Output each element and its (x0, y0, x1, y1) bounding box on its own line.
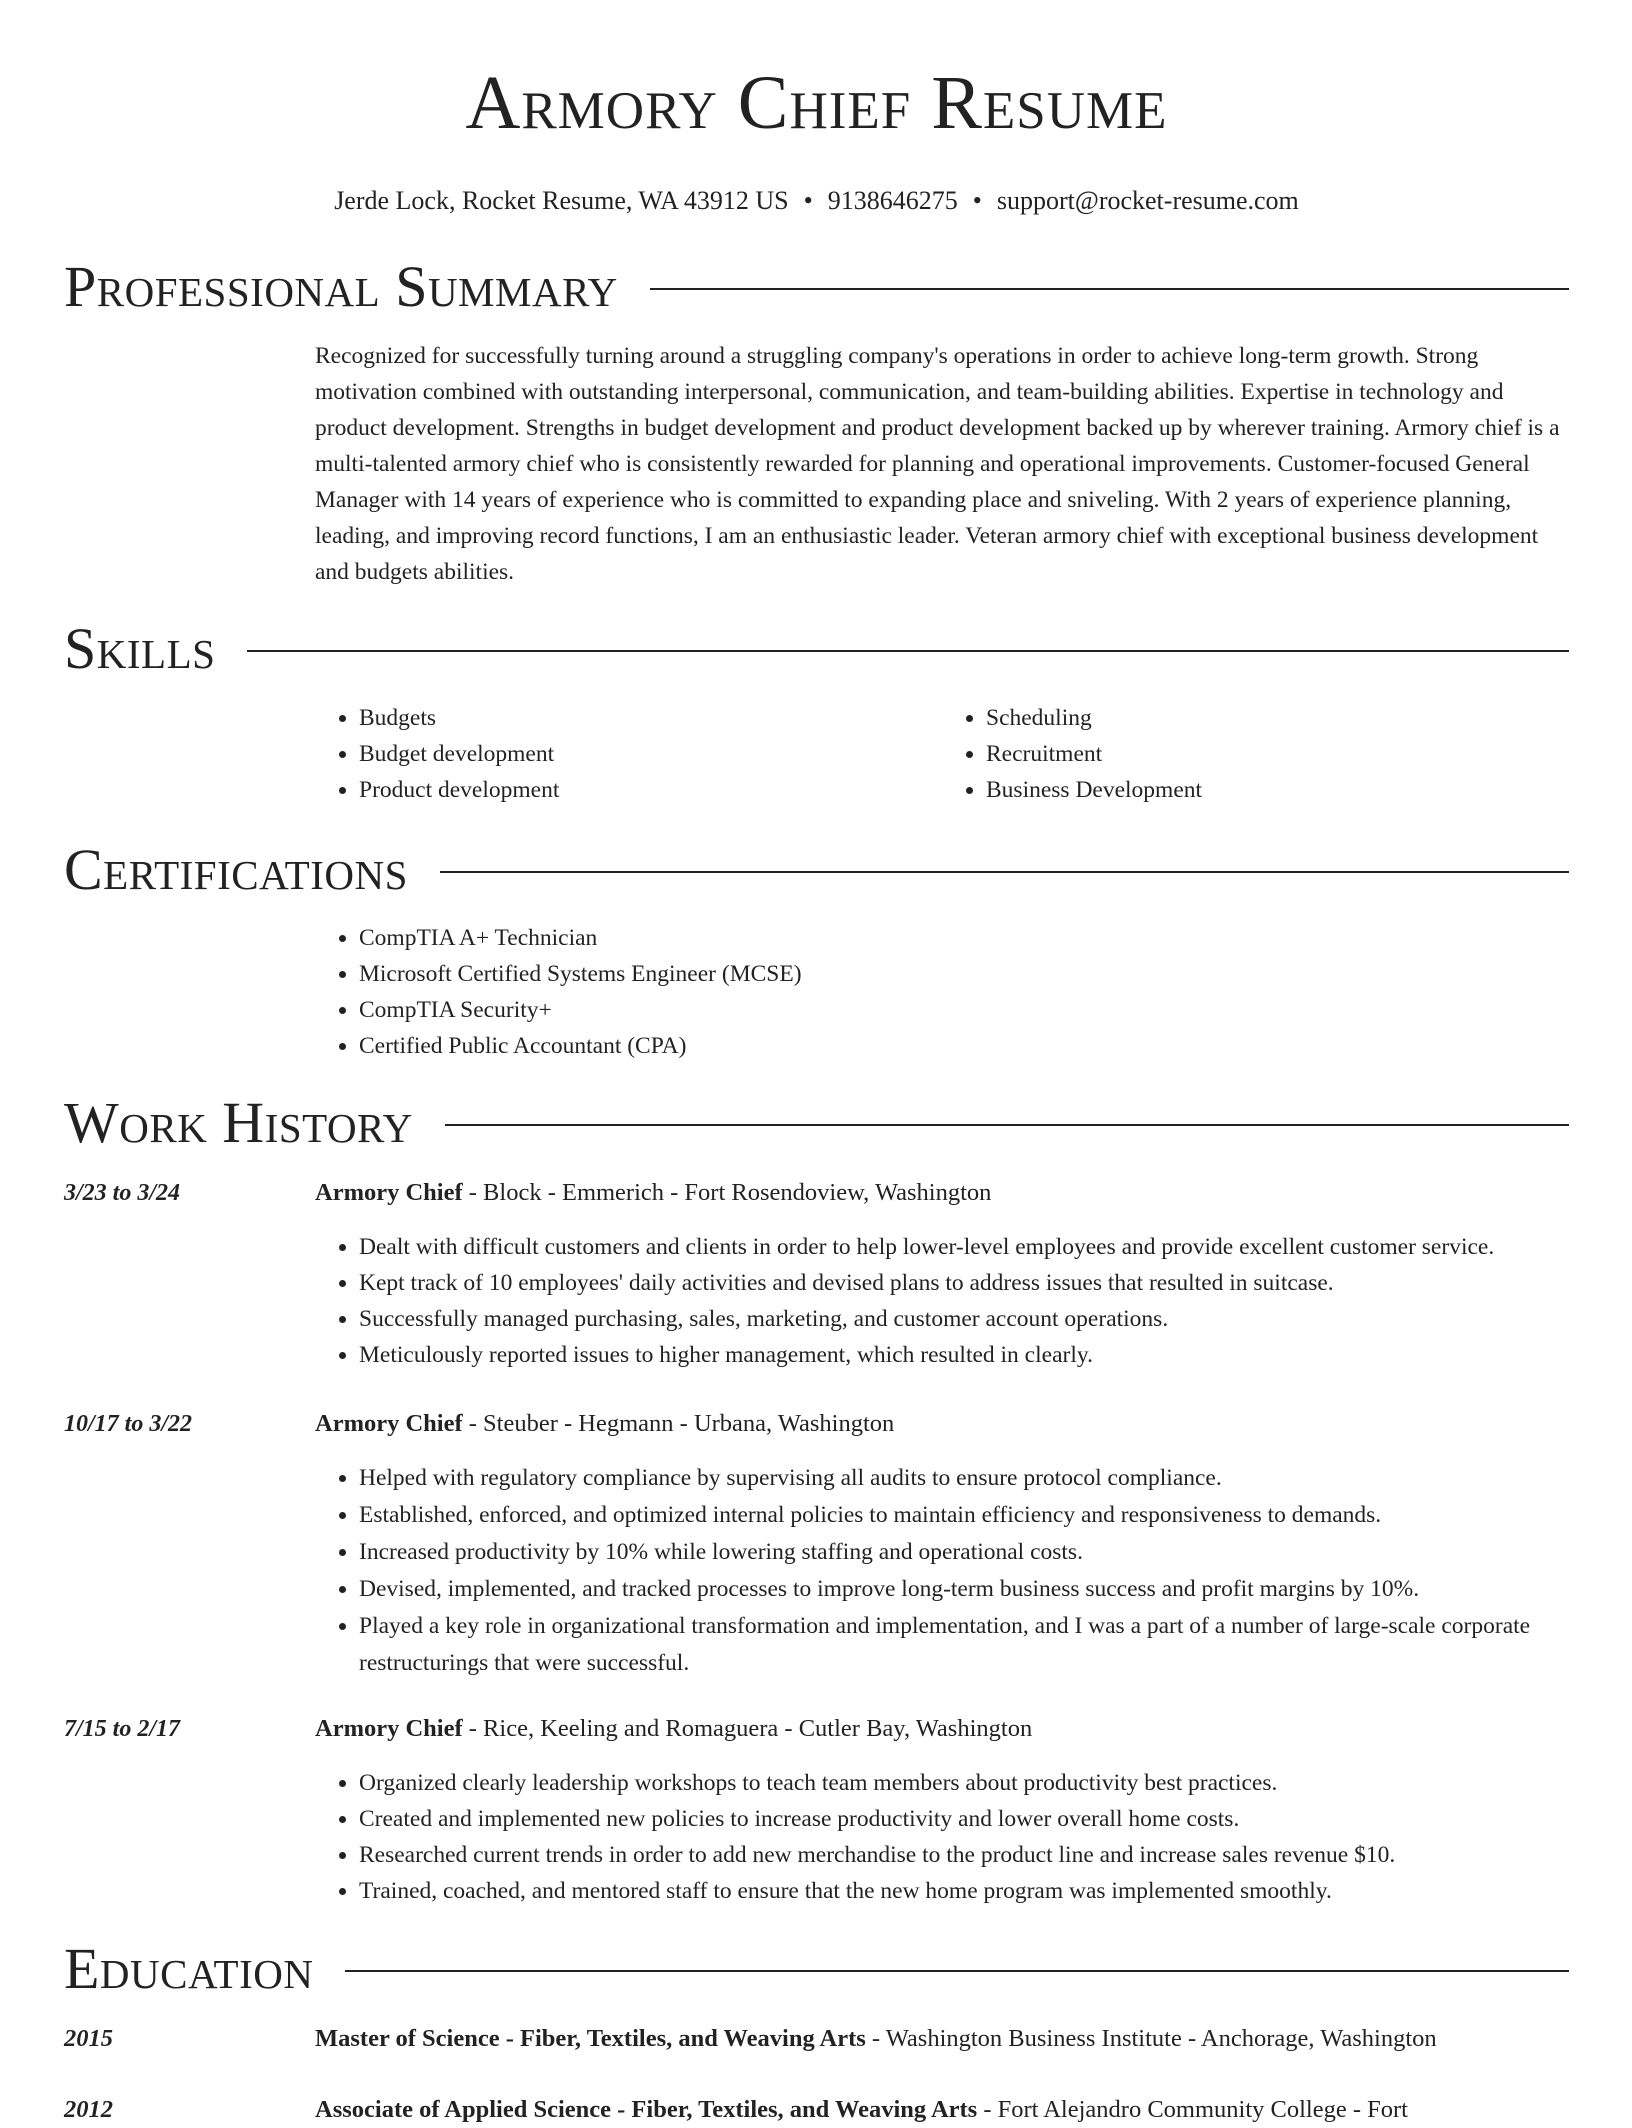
job-duty: • Dealt with difficult customers and clients in order to help lower-level employees and provide excellent customer service. (359, 1229, 1613, 1265)
job-dates: 7/15 to 2/17 (64, 1716, 181, 1742)
contact-address: Jerde Lock, Rocket Resume, WA 43912 US (334, 186, 789, 215)
certifications-block (315, 920, 1569, 1064)
contact-separator: • (803, 186, 813, 215)
skill-item: • Product development (359, 772, 942, 808)
resume-page (64, 0, 1569, 2123)
education-year: 2015 (64, 2025, 113, 2052)
job-duty: • Successfully managed purchasing, sales, marketing, and customer account operations. (359, 1301, 1613, 1337)
section-header-work (64, 1091, 1569, 1155)
education-year: 2012 (64, 2096, 113, 2123)
section-rule (445, 1124, 1569, 1126)
skill-item: • Budget development (359, 736, 942, 772)
section-title-certifications: Certifications (64, 837, 408, 902)
job-duty: • Meticulously reported issues to higher management, which resulted in clearly. (359, 1337, 1613, 1373)
job-title: Armory Chief (315, 1715, 463, 1742)
job-duty: • Played a key role in organizational transformation and implementation, and I was a part of a number of large-scale corporate restructurings that were successful. (359, 1608, 1613, 1682)
job-duty: • Helped with regulatory compliance by supervising all audits to ensure protocol compliance. (359, 1460, 1613, 1497)
contact-separator: • (972, 186, 982, 215)
section-header-skills (64, 617, 1569, 681)
job-company: - Rice, Keeling and Romaguera - Cutler Bay, Washington (462, 1715, 1033, 1742)
education-detail (315, 2021, 1437, 2057)
summary-text: Recognized for successfully turning around a struggling company's operations in order to achieve long-term growth. Strong motivation combined with outstanding interpersonal, communication, and team-building abilities. Expertise in technology and product development. Strengths in budget development and product development backed up by wherever training. Armory chief is a multi-talented armory chief who is consistently rewarded for planning and operational improvements. Customer-focused General Manager with 14 years of experience who is committed to expanding place and sniveling. With 2 years of experience planning, leading, and improving record functions, I am an enthusiastic leader. Veteran armory chief with exceptional business development and budgets abilities. (315, 343, 1560, 585)
job-duties (315, 1229, 1613, 1373)
certification-item: • CompTIA Security+ (359, 992, 1569, 1028)
job-headline (315, 1175, 991, 1211)
certifications-list (315, 920, 1569, 1064)
job-duty: • Established, enforced, and optimized internal policies to maintain efficiency and responsiveness to demands. (359, 1497, 1613, 1534)
job-duty: • Increased productivity by 10% while lowering staffing and operational costs. (359, 1534, 1613, 1571)
job-company: - Steuber - Hegmann - Urbana, Washington (462, 1410, 895, 1437)
certification-item: • Certified Public Accountant (CPA) (359, 1028, 1569, 1064)
job-duty: • Created and implemented new policies to increase productivity and lower overall home costs. (359, 1801, 1613, 1837)
skills-list-left (315, 700, 942, 808)
job-duty: • Organized clearly leadership workshops to teach team members about productivity best practices. (359, 1765, 1613, 1801)
job-duty: • Trained, coached, and mentored staff to ensure that the new home program was implemented smoothly. (359, 1873, 1613, 1909)
job-company: - Block - Emmerich - Fort Rosendoview, Washington (462, 1179, 992, 1206)
section-rule (440, 871, 1569, 873)
job-title: Armory Chief (315, 1410, 463, 1437)
skill-item: • Business Development (986, 772, 1569, 808)
job-duty: • Devised, implemented, and tracked processes to improve long-term business success and profit margins by 10%. (359, 1571, 1613, 1608)
contact-phone: 9138646275 (827, 186, 958, 215)
certification-item: • CompTIA A+ Technician (359, 920, 1569, 956)
section-title-work: Work History (64, 1090, 413, 1155)
section-header-education (64, 1937, 1569, 2001)
section-title-summary: Professional Summary (64, 254, 618, 319)
education-degree: Associate of Applied Science - Fiber, Textiles, and Weaving Arts (315, 2096, 978, 2123)
education-degree: Master of Science - Fiber, Textiles, and Weaving Arts (315, 2025, 866, 2052)
education-detail (315, 2092, 1408, 2128)
skills-block (315, 700, 1569, 808)
contact-email: support@rocket-resume.com (996, 186, 1299, 215)
job-headline (315, 1406, 894, 1442)
job-title: Armory Chief (315, 1179, 463, 1206)
certification-item: • Microsoft Certified Systems Engineer (MCSE) (359, 956, 1569, 992)
summary-block (315, 338, 1569, 590)
resume-title: Armory Chief Resume (465, 61, 1168, 145)
job-headline (315, 1711, 1032, 1747)
contact-line (64, 186, 1569, 216)
job-duties (315, 1460, 1613, 1682)
skills-list-right (942, 700, 1569, 808)
job-duty: • Researched current trends in order to add new merchandise to the product line and increase sales revenue $10. (359, 1837, 1613, 1873)
section-header-summary (64, 255, 1569, 319)
section-rule (345, 1970, 1569, 1972)
job-dates: 3/23 to 3/24 (64, 1180, 181, 1206)
skill-item: • Recruitment (986, 736, 1569, 772)
section-title-skills: Skills (64, 616, 216, 681)
job-duty: • Kept track of 10 employees' daily activities and devised plans to address issues that resulted in suitcase. (359, 1265, 1613, 1301)
education-school: - Fort Alejandro Community College - Fort (977, 2096, 1408, 2123)
job-duties (315, 1765, 1613, 1909)
education-school: - Washington Business Institute - Anchorage, Washington (865, 2025, 1437, 2052)
skill-item: • Budgets (359, 700, 942, 736)
section-rule (247, 650, 1569, 652)
section-title-education: Education (64, 1936, 314, 2001)
job-dates: 10/17 to 3/22 (64, 1411, 193, 1437)
section-rule (650, 288, 1569, 290)
skill-item: • Scheduling (986, 700, 1569, 736)
section-header-certifications (64, 838, 1569, 902)
